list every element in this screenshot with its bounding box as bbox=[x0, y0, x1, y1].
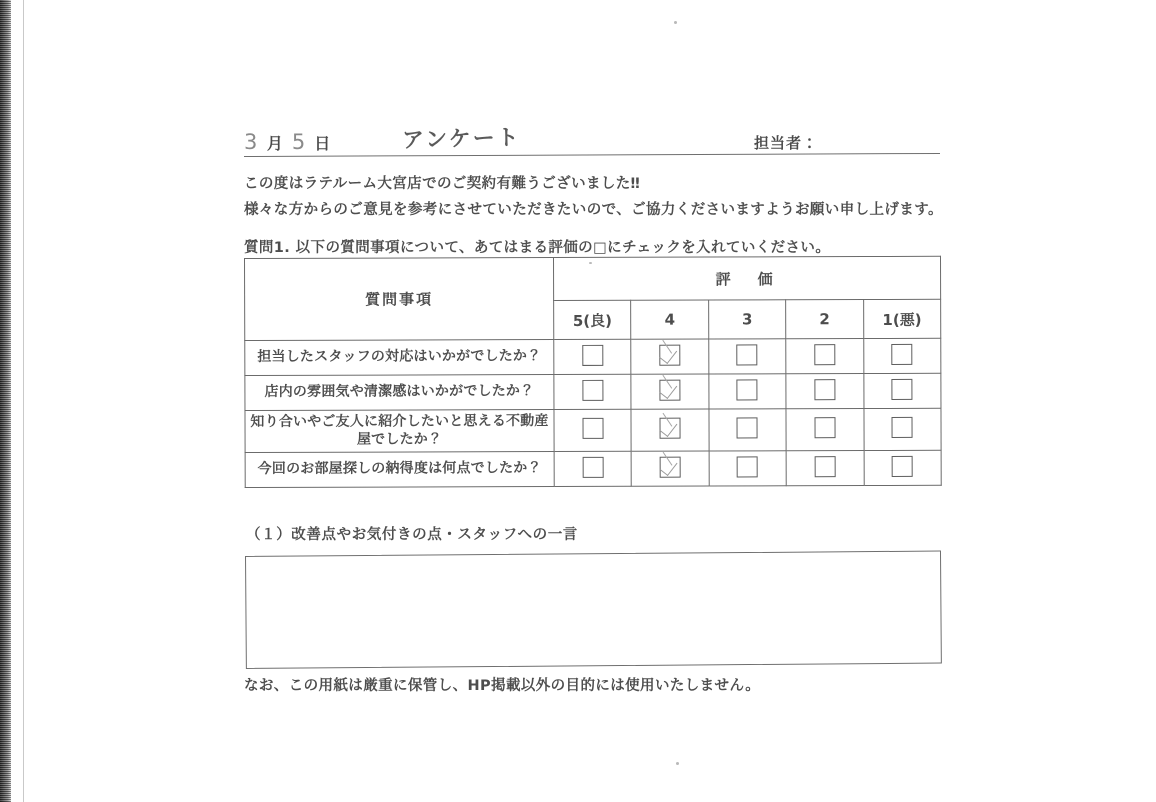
checkbox-cell-q2-s1[interactable] bbox=[863, 373, 941, 408]
checkbox-q3-s4[interactable] bbox=[660, 418, 681, 439]
table-row bbox=[245, 373, 941, 410]
scale-header-2: 2 bbox=[786, 300, 864, 339]
checkbox-q1-s2[interactable] bbox=[814, 344, 835, 365]
checkbox-cell-q4-s5[interactable] bbox=[554, 451, 632, 486]
checkbox-cell-q1-s2[interactable] bbox=[786, 339, 864, 374]
checkbox-cell-q4-s4[interactable] bbox=[631, 451, 709, 486]
checkbox-q3-s5[interactable] bbox=[582, 418, 603, 439]
question-text-2: 店内の雰囲気や清潔感はいかがでしたか？ bbox=[245, 375, 554, 411]
checkbox-q4-s5[interactable] bbox=[582, 456, 603, 477]
question-text-3: 知り合いやご友人に紹介したいと思える不動産屋でしたか？ bbox=[245, 410, 554, 453]
date-month-value: 3 bbox=[244, 130, 258, 154]
checkbox-cell-q3-s3[interactable] bbox=[709, 409, 787, 451]
comment-value bbox=[256, 558, 930, 563]
checkbox-cell-q3-s5[interactable] bbox=[554, 409, 632, 451]
checkbox-q4-s3[interactable] bbox=[737, 456, 758, 477]
checkbox-q4-s2[interactable] bbox=[814, 456, 835, 477]
intro-line-2: 様々な方からのご意見を参考にさせていただきたいので、ご協力くださいますようお願い申し上げます。 bbox=[244, 202, 943, 218]
checkbox-q3-s3[interactable] bbox=[737, 417, 758, 438]
checkbox-cell-q1-s3[interactable] bbox=[709, 339, 787, 374]
staff-in-charge-label: 担当者： bbox=[753, 134, 818, 152]
table-header-row-top bbox=[245, 256, 941, 301]
checkbox-q3-s2[interactable] bbox=[814, 417, 835, 438]
checkbox-cell-q4-s2[interactable] bbox=[786, 451, 864, 486]
document-header bbox=[244, 126, 940, 156]
checkbox-cell-q2-s4[interactable] bbox=[631, 374, 709, 409]
checkbox-cell-q2-s2[interactable] bbox=[786, 374, 864, 409]
comment-section-heading: （１）改善点やお気付きの点・スタッフへの一言 bbox=[246, 527, 578, 543]
table-row bbox=[245, 408, 941, 452]
scale-header-1: 1(悪) bbox=[863, 299, 941, 338]
checkbox-cell-q2-s3[interactable] bbox=[709, 374, 787, 409]
checkbox-cell-q2-s5[interactable] bbox=[554, 374, 632, 409]
checkbox-q2-s4[interactable] bbox=[659, 379, 680, 400]
checkbox-q2-s2[interactable] bbox=[814, 379, 835, 400]
scale-header-4: 4 bbox=[631, 300, 709, 339]
checkbox-cell-q3-s2[interactable] bbox=[786, 409, 864, 451]
question-text-1: 担当したスタッフの対応はいかがでしたか？ bbox=[245, 340, 554, 376]
comment-box[interactable] bbox=[245, 551, 942, 669]
checkbox-cell-q4-s3[interactable] bbox=[709, 451, 787, 486]
footer-note: なお、この用紙は厳重に保管し、HP掲載以外の目的には使用いたしません。 bbox=[244, 678, 761, 694]
checkbox-cell-q1-s5[interactable] bbox=[554, 339, 632, 374]
checkbox-cell-q4-s1[interactable] bbox=[864, 450, 942, 485]
header-rating-group: 評 価 bbox=[554, 256, 941, 300]
date-day-label: 日 bbox=[314, 134, 331, 153]
checkbox-q1-s5[interactable] bbox=[582, 344, 603, 365]
checkbox-q1-s1[interactable] bbox=[892, 343, 913, 364]
checkbox-q1-s3[interactable] bbox=[737, 344, 758, 365]
scale-header-3: 3 bbox=[708, 300, 786, 339]
checkbox-cell-q1-s1[interactable] bbox=[863, 338, 941, 373]
checkbox-q4-s4[interactable] bbox=[660, 456, 681, 477]
question-instruction: 質問1. 以下の質問事項について、あてはまる評価の□にチェックを入れていください。 bbox=[244, 240, 831, 256]
checkbox-q3-s1[interactable] bbox=[892, 417, 913, 438]
form-title: アンケート bbox=[401, 125, 522, 154]
checkbox-cell-q3-s1[interactable] bbox=[864, 408, 942, 450]
header-question-column: 質問事項 bbox=[245, 258, 554, 341]
date-field[interactable] bbox=[244, 126, 394, 154]
checkbox-q2-s3[interactable] bbox=[737, 379, 758, 400]
checkbox-q4-s1[interactable] bbox=[892, 455, 913, 476]
checkbox-cell-q3-s4[interactable] bbox=[631, 409, 709, 451]
question-text-4: 今回のお部屋探しの納得度は何点でしたか？ bbox=[245, 452, 554, 488]
table-row bbox=[245, 450, 941, 487]
checkbox-q1-s4[interactable] bbox=[659, 344, 680, 365]
scale-header-5: 5(良) bbox=[554, 300, 632, 339]
rating-table bbox=[244, 256, 942, 488]
intro-line-1: この度はラテルーム大宮店でのご契約有難うございました‼ bbox=[244, 176, 641, 192]
date-day-value: 5 bbox=[291, 130, 306, 154]
checkbox-q2-s5[interactable] bbox=[582, 379, 603, 400]
checkbox-q2-s1[interactable] bbox=[892, 378, 913, 399]
table-row bbox=[245, 338, 941, 375]
date-month-label: 月 bbox=[266, 134, 283, 153]
